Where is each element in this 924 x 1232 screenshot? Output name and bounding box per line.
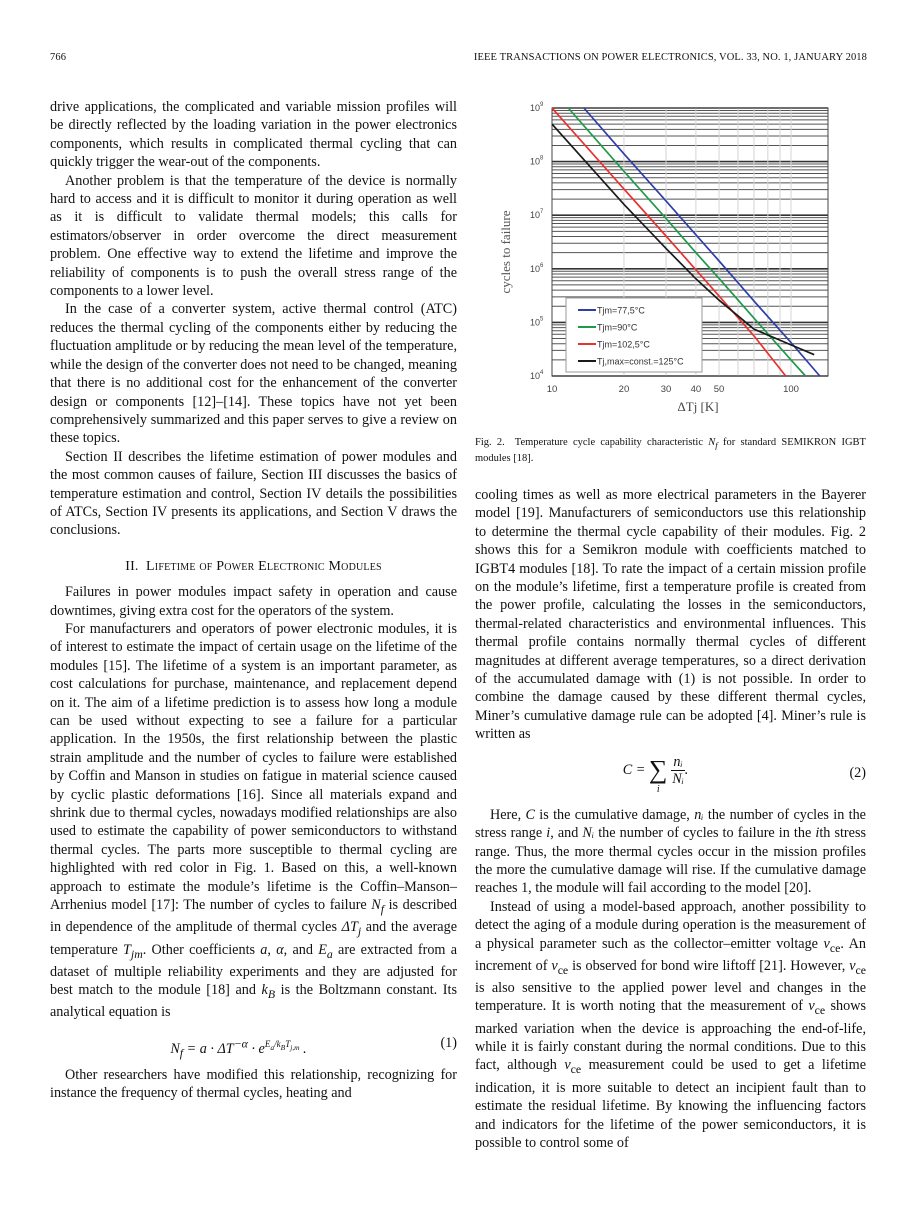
svg-text:4: 4: [540, 370, 544, 376]
x-tick-label: 20: [618, 384, 630, 395]
y-tick-label: 10: [530, 210, 541, 221]
y-tick-label: 10: [530, 156, 541, 167]
legend-label: Tjm=90°C: [597, 322, 638, 333]
section-number: II.: [125, 558, 139, 574]
svg-text:8: 8: [540, 155, 544, 162]
paragraph: For manufacturers and operators of power electronic modules, it is of interest to estimate the impact of certain usage on the lifetime of the modules [15]. The lifetime of a system is an important parameter, as cost calculations for purchase, maintenance, and replacement depend on it. The aim of a lifetime prediction is to assess how long a module can be used without expecting to see a failure for a particular application. In the 1950s, the first relationship between the plastic strain amplitude and the number of cycles to failure were established by Coffin and Manson in studies on fatigue in material science caused by cyclic plastic deformations [16]. Since all materials expand and shrink due to thermal cycles, nowadays modified relationships are also used to estimate the capability of power semiconductors to withstand thermal cycles. The parts more susceptible to thermal cycling are highlighted with red color in Fig. 1. Based on this, a well-known approach to estimate the module’s lifetime is the Coffin–Manson–Arrhenius model [17]: The number of cycles to failure $N_f$ is described in dependence of the amplitude of thermal cycles $\Delta T_j$ and the average temperature $T_{jm}$. Other coefficients a, α, and $E_a$ are extracted from a dataset of multiple reliability experiments and they are adjusted for best match to the module [18] and $k_B$ is the Boltzmann constant. Its analytical equation is: [50, 620, 458, 1021]
x-tick-label: 50: [713, 384, 725, 395]
paragraph: drive applications, the complicated and variable mission profiles will be directly reflected by the loading variation in the power electronics components, which results in complicated thermal cycling that can quickly trigger the wear-out of the components.: [50, 99, 457, 171]
x-axis-label: ΔTj [K]: [677, 399, 719, 414]
svg-text:5: 5: [540, 316, 544, 323]
paragraph: Section II describes the lifetime estimation of power modules and the most common causes of failure, Section III discusses the basics of temperature estimation and control, Section IV details the possibilities of ATCs, Section IV presents its applications, and Section V draws the conclusions.: [50, 448, 457, 539]
equation-1-body: $N_f = a \cdot \Delta T^{-\alpha} \cdot e^{E_a/k_BT_{j,m}}$ .: [170, 1035, 307, 1060]
paragraph: cooling times as well as more electrical parameters in the Bayerer model [19]. Manufacturers of semiconductors use this relationship to determine the thermal cycle capability of their modules. Fig. 2 shows this for a Semikron module with coefficients matched to IGBT4 modules [18]. To rate the impact of a certain mission profile on the module’s lifetime, first a temperature profile is created from the power profile, calculating the losses in the semiconductors, thermal-related characteristics and environmental influences. This thermal profile contains normally thermal cycles of different magnitudes at different average temperatures, so a direct derivation of the accumulated damage with (1) is not possible. In order to combine the damage caused by these different thermal cycles, Miner’s cumulative damage rule can be adopted [4]. Miner’s rule is written as: [475, 487, 866, 743]
equation-number: (1): [440, 1034, 457, 1051]
svg-text:6: 6: [540, 262, 544, 269]
right-column: [475, 486, 866, 1152]
paragraph: Failures in power modules impact safety in operation and cause downtimes, giving extra cost for the operators of the system.: [50, 584, 457, 619]
y-axis-label: cycles to failure: [498, 210, 513, 294]
section-heading: [50, 558, 457, 576]
figure-2-chart: [490, 95, 845, 425]
lifetime-chart-svg: [490, 95, 845, 425]
svg-text:7: 7: [540, 209, 544, 216]
legend-label: Tjm=77,5°C: [597, 305, 645, 316]
legend-label: Tj,max=const.=125°C: [597, 356, 684, 367]
running-header: [50, 52, 867, 66]
y-tick-label: 10: [530, 263, 541, 274]
y-tick-label: 10: [530, 317, 541, 328]
page-number: 766: [50, 52, 67, 63]
figure-caption: Fig. 2. Temperature cycle capability characteristic $N_f$ for standard SEMIKRON IGBT modules [18].: [475, 437, 866, 465]
journal-title: IEEE TRANSACTIONS ON POWER ELECTRONICS, VOL. 33, NO. 1, JANUARY 2018: [473, 52, 867, 63]
x-tick-label: 10: [546, 384, 558, 395]
paragraph: In the case of a converter system, active thermal control (ATC) reduces the thermal cycling of the components either by reducing the fluctuation amplitude or by reducing the mean level of the temperature, while the design of the converter does not need to be changed, meaning that there is no additional cost for the enhancement of the converter design or components [12]–[14]. These topics have not yet been comprehensively summarized and this paper serves to give a review on these topics.: [50, 301, 457, 447]
left-column: [50, 98, 457, 1103]
x-tick-label: 100: [783, 384, 799, 395]
equation-2-body: C = ∑ i $\frac{\text{nᵢ}}{\text{Nᵢ}}$ .: [622, 753, 689, 796]
paragraph: Another problem is that the temperature of the device is normally hard to access and it is difficult to monitor it during operation as well as it is difficult to validate thermal models; this calls for estimators/observer in order overcome the direct measurement problem. One effective way to extend the lifetime and improve the reliability of components is to push the overall stress range of the components to a lower level.: [50, 172, 457, 300]
equation-2: [475, 744, 866, 806]
y-tick-label: 10: [530, 371, 541, 381]
equation-number: (2): [849, 764, 866, 781]
legend-label: Tjm=102,5°C: [597, 339, 650, 350]
paragraph: Other researchers have modified this relationship, recognizing for instance the frequency of thermal cycles, heating and: [50, 1066, 457, 1102]
y-tick-label: 10: [530, 103, 541, 113]
section-title: Lifetime of Power Electronic Modules: [146, 558, 382, 574]
x-tick-label: 30: [660, 384, 672, 395]
x-tick-label: 40: [690, 384, 702, 395]
equation-1: [50, 1022, 457, 1066]
paragraph: Instead of using a model-based approach, another possibility to detect the aging of a module during operation is the measurement of a physical parameter such as the collector–emitter voltage $v_{ce}$. An increment of $v_{ce}$ is observed for bond wire liftoff [21]. However, $v_{ce}$ is also sensitive to the applied power level and changes in the temperature. It is worth noting that the measurement of $v_{ce}$ shows marked variation when the device is approaching the end-of-life, while it is fairly constant during the normal conditions. Due to this fact, although $v_{ce}$ measurement could be used to get a lifetime indication, it is more suitable to detect an incipient fault than to estimate the residual lifetime. By knowing the influencing factors and indicators for the lifetime of the power semiconductors, it is possible to control some of: [475, 898, 866, 1151]
svg-text:9: 9: [540, 102, 544, 108]
paragraph: Here, C is the cumulative damage, nᵢ the number of cycles in the stress range i, and Nᵢ the number of cycles to failure in the ith stress range. Thus, the more thermal cycles occur in the mission profiles the more the cumulative damage will rise. If the cumulative damage reaches 1, the module will fail according to the model [20].: [475, 806, 866, 897]
